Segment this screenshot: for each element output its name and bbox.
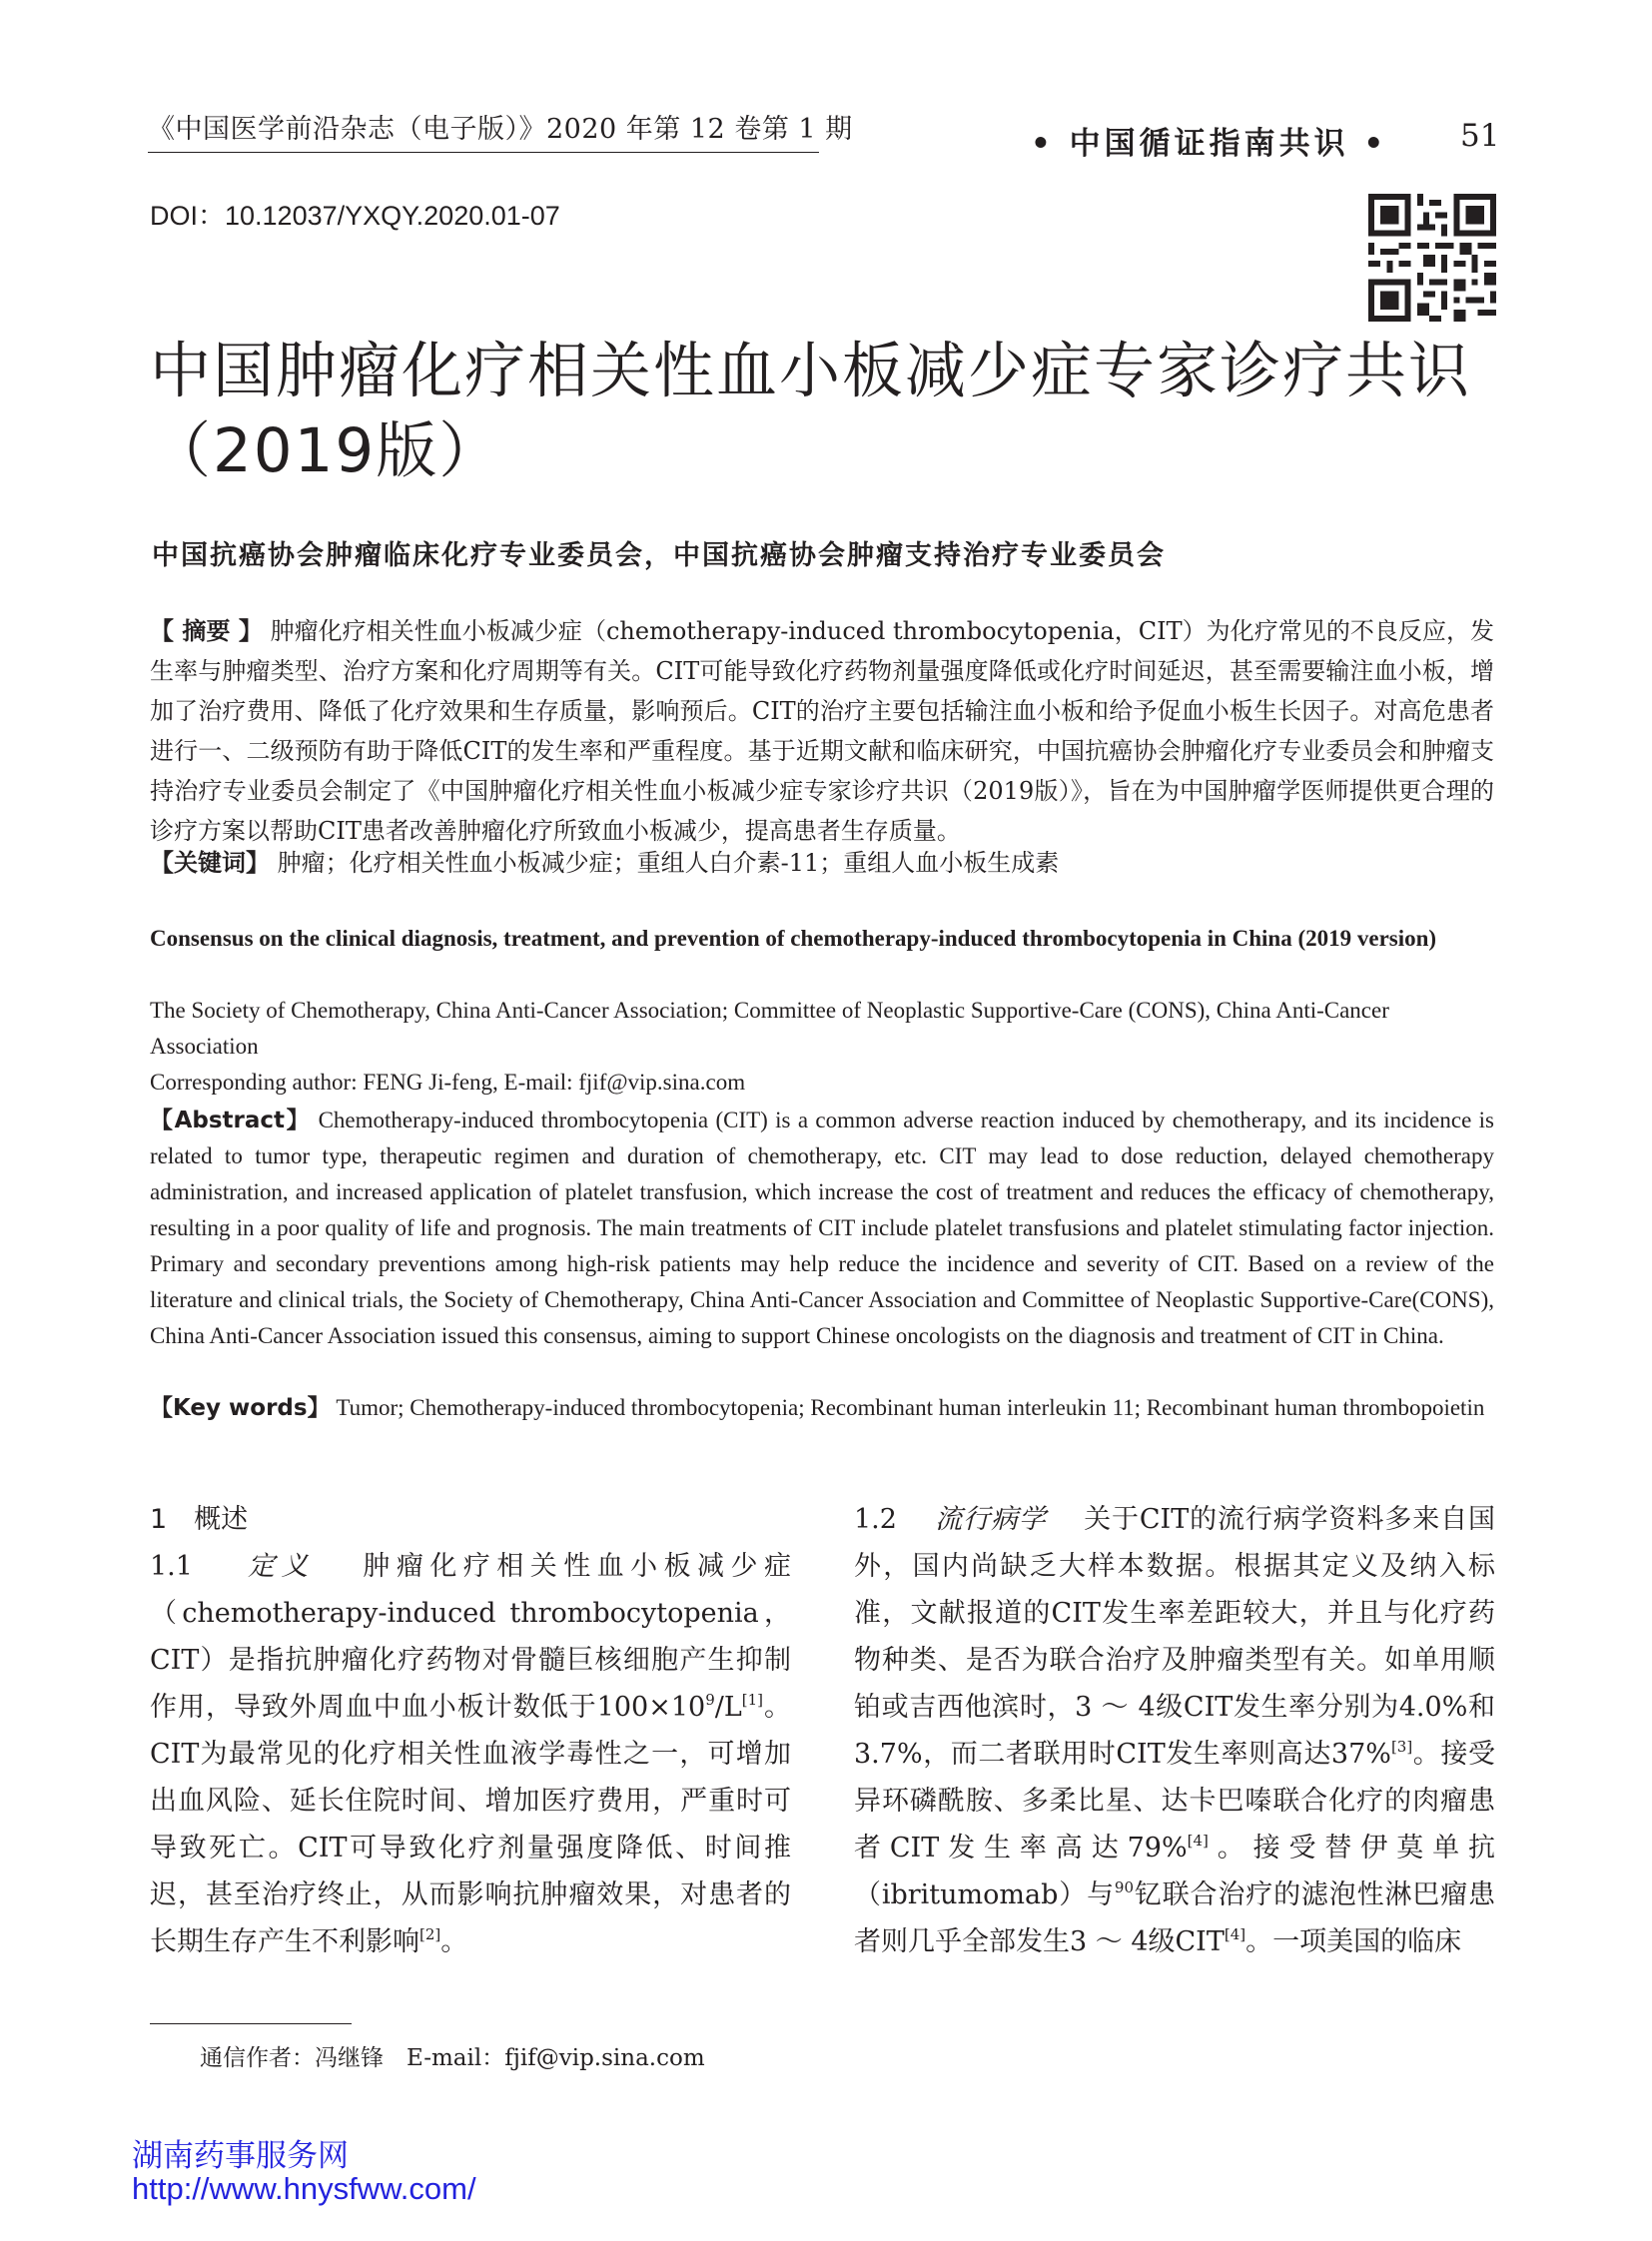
body-column-right [854, 1496, 1495, 1965]
footnote-correspondence: 通信作者：冯继锋 E-mail：fjif@vip.sina.com [200, 2045, 705, 2071]
title-line-2: （2019版） [150, 415, 502, 486]
paragraph-epidemiology [854, 1496, 1495, 1965]
chinese-abstract [150, 611, 1494, 851]
abstract-cn-text: 肿瘤化疗相关性血小板减少症（chemotherapy-induced thrombocytopenia，CIT）为化疗常见的不良反应，发生率与肿瘤类型、治疗方案和化疗周期等有关。CIT可能导致化疗药物剂量强度降低或化疗时间延迟，甚至需要输注血小板，增加了治疗费用、降低了化疗效果和生存质量，影响预后。CIT的治疗主要包括输注血小板和给予促血小板生长因子。对高危患者进行一、二级预防有助于降低CIT的发生率和严重程度。基于近期文献和临床研究，中国抗癌协会肿瘤化疗专业委员会和肿瘤支持治疗专业委员会制定了《中国肿瘤化疗相关性血小板减少症专家诊疗共识（2019版）》，旨在为中国肿瘤学医师提供更合理的诊疗方案以帮助CIT患者改善肿瘤化疗所致血小板减少，提高患者生存质量。 [150, 617, 1494, 845]
page-number: 51 [1460, 118, 1500, 154]
abstract-en-label: 【Abstract】 [150, 1108, 312, 1133]
paragraph-text: 。一项美国的临床 [1245, 1926, 1462, 1957]
paragraph-text: 关于CIT的流行病学资料多来自国外，国内尚缺乏大样本数据。根据其定义及纳入标准，文献报道的CIT发生率差距较大，并且与化疗药物种类、是否为联合治疗及肿瘤类型有关。如单用顺铂或吉西他滨时，3 ～ 4级CIT发生率分别为4.0%和3.7%，而二者联用时CIT发生率则高达37% [854, 1504, 1495, 1770]
english-keywords [150, 1390, 1494, 1426]
abstract-en-text: Chemotherapy-induced thrombocytopenia (CIT) is a common adverse reaction induced by chemotherapy, and its incidence is related to tumor type, therapeutic regimen and duration of chemotherapy, etc. CIT may lead to dose reduction, delayed chemotherapy administration, and increased application of platelet transfusion, which increase the cost of treatment and reduces the efficacy of chemotherapy, resulting in a poor quality of life and prognosis. The main treatments of CIT include platelet transfusions and platelet stimulating factor injection. Primary and secondary preventions among high-risk patients may help reduce the incidence and severity of CIT. Based on a review of the literature and clinical trials, the Society of Chemotherapy, China Anti-Cancer Association and Committee of Neoplastic Supportive-Care(CONS), China Anti-Cancer Association issued this consensus, aiming to support Chinese oncologists on the diagnosis and treatment of CIT in China. [150, 1108, 1494, 1348]
paragraph-text: 。接受替伊莫单抗（ibritumomab）与 [854, 1833, 1495, 1910]
section-heading: 1 概述 [150, 1504, 249, 1535]
keywords-cn-label: 【关键词】 [150, 849, 270, 877]
keywords-cn-text: 肿瘤；化疗相关性血小板减少症；重组人白介素-11；重组人血小板生成素 [277, 849, 1060, 877]
journal-citation: 《中国医学前沿杂志（电子版）》2020 年第 12 卷第 1 期 [148, 114, 853, 145]
citation-ref[interactable]: [2] [419, 1925, 441, 1943]
keywords-en-text: Tumor; Chemotherapy-induced thrombocytopenia; Recombinant human interleukin 11; Recombinant human thrombopoietin [336, 1395, 1485, 1420]
english-title: Consensus on the clinical diagnosis, treatment, and prevention of chemotherapy-induced thrombocytopenia in China (2019 version) [150, 926, 1437, 951]
abstract-cn-label: 【 摘要 】 [150, 617, 263, 645]
paragraph-text: 钇联合治疗的滤泡性淋巴瘤患者则几乎全部发生3 ～ 4级CIT [854, 1879, 1495, 1957]
header-rule [148, 152, 819, 153]
body-column-left [150, 1496, 791, 1965]
english-affiliation-block [150, 993, 1494, 1101]
chinese-keywords [150, 845, 1494, 881]
citation-ref[interactable]: [4] [1187, 1832, 1209, 1850]
qr-code-icon [1368, 194, 1496, 322]
keywords-en-label: 【Key words】 [150, 1395, 331, 1421]
subsection-number: 1.1 [150, 1551, 193, 1582]
citation-ref[interactable]: [1] [741, 1691, 764, 1709]
paragraph-text: /L [714, 1692, 742, 1723]
paragraph-text: 肿瘤化疗相关性血小板减少症（chemotherapy-induced thrombocytopenia，CIT）是指抗肿瘤化疗药物对骨髓巨核细胞产生抑制作用，导致外周血中血小板计数低于100×10 [150, 1551, 791, 1723]
section-label: • 中国循证指南共识 • [1031, 126, 1388, 162]
paragraph-definition [150, 1543, 791, 1965]
superscript: 9 [705, 1691, 715, 1709]
paragraph-text: 。CIT为最常见的化疗相关性血液学毒性之一，可增加出血风险、延长住院时间、增加医疗费用，严重时可导致死亡。CIT可导致化疗剂量强度降低、时间推迟，甚至治疗终止，从而影响抗肿瘤效果，对患者的长期生存产生不利影响 [150, 1692, 792, 1957]
title-line-1: 中国肿瘤化疗相关性血小板减少症专家诊疗共识 [150, 336, 1472, 406]
paragraph-text: 。接受异环磷酰胺、多柔比星、达卡巴嗪联合化疗的肉瘤患者CIT发生率高达79% [854, 1739, 1495, 1864]
article-title [150, 332, 1508, 491]
author-organizations: 中国抗癌协会肿瘤临床化疗专业委员会，中国抗癌协会肿瘤支持治疗专业委员会 [152, 540, 1166, 571]
doi: DOI：10.12037/YXQY.2020.01-07 [150, 201, 560, 231]
english-abstract [150, 1103, 1494, 1354]
superscript: 90 [1114, 1878, 1135, 1896]
subsection-title: 流行病学 [935, 1504, 1047, 1535]
subsection-number: 1.2 [854, 1504, 897, 1535]
citation-ref[interactable]: [3] [1390, 1738, 1413, 1756]
paragraph-text: 。 [440, 1926, 468, 1957]
footnote-rule [150, 2023, 352, 2024]
watermark-site-name: 湖南药事服务网 [132, 2138, 349, 2174]
citation-ref[interactable]: [4] [1224, 1925, 1246, 1943]
english-affiliation: The Society of Chemotherapy, China Anti-Cancer Association; Committee of Neoplastic Supportive-Care (CONS), China Anti-Cancer Association [150, 998, 1389, 1059]
subsection-title: 定义 [247, 1551, 315, 1582]
watermark-url[interactable]: http://www.hnysfww.com/ [132, 2171, 476, 2206]
corresponding-author: Corresponding author: FENG Ji-feng, E-mail: fjif@vip.sina.com [150, 1070, 746, 1095]
